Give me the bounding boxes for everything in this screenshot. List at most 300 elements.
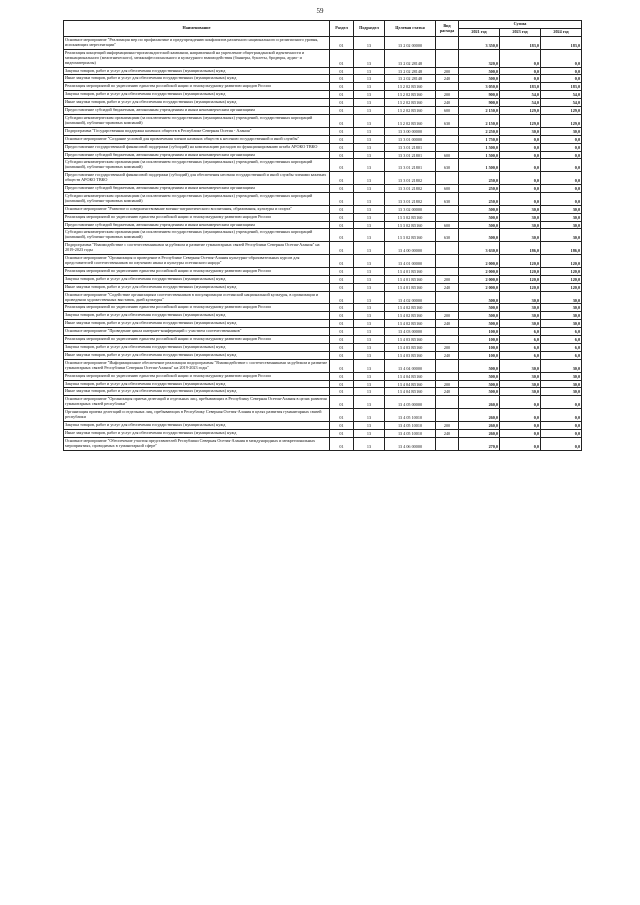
- row-subsection: 13: [354, 283, 385, 291]
- row-expense: 200: [436, 343, 459, 351]
- row-section: 01: [330, 380, 354, 388]
- row-name: Основное мероприятие "Организация и проведение в Республике Северная Осетия-Алания культурно-образовательных курсов для представителей соотечественников по изучению языка и культуры осетинского народа": [64, 255, 330, 268]
- row-sum-2023: 120,0: [500, 255, 541, 268]
- row-expense: 200: [436, 67, 459, 75]
- row-sum-2023: 0,0: [500, 143, 541, 151]
- row-subsection: 13: [354, 359, 385, 372]
- row-name: Основное мероприятие "Развитие и совершенствование военно-патриотического воспитания, образования, культуры и спорта": [64, 205, 330, 213]
- row-subsection: 13: [354, 421, 385, 429]
- row-sum-2021: 260,0: [459, 396, 500, 409]
- row-target: 13 3 02 00000: [385, 205, 436, 213]
- row-name: Закупка товаров, работ и услуг для обеспечения государственных (муниципальных) нужд: [64, 343, 330, 351]
- row-sum-2023: 0,0: [500, 172, 541, 185]
- row-section: 01: [330, 351, 354, 359]
- row-expense: [436, 49, 459, 67]
- row-subsection: 13: [354, 91, 385, 99]
- table-row: [64, 143, 582, 151]
- table-row: [64, 437, 582, 450]
- row-section: 01: [330, 359, 354, 372]
- row-sum-2024: 0,0: [541, 49, 582, 67]
- row-name: Иные закупки товаров, работ и услуг для обеспечения государственных (муниципальных) нужд: [64, 320, 330, 328]
- row-section: 01: [330, 185, 354, 193]
- row-sum-2024: 30,0: [541, 388, 582, 396]
- row-expense: [436, 372, 459, 380]
- table-row: [64, 304, 582, 312]
- table-row: [64, 99, 582, 107]
- row-expense: [436, 396, 459, 409]
- row-subsection: 13: [354, 304, 385, 312]
- table-row: [64, 283, 582, 291]
- row-name: Иные закупки товаров, работ и услуг для обеспечения государственных (муниципальных) нужд: [64, 351, 330, 359]
- row-name: Основное мероприятие "Создание условий для привлечения членов казачьих обществ к несению государственной и иной службы": [64, 135, 330, 143]
- row-sum-2021: 2 000,0: [459, 267, 500, 275]
- table-row: [64, 336, 582, 344]
- row-sum-2024: 30,0: [541, 304, 582, 312]
- row-sum-2021: 500,0: [459, 75, 500, 83]
- table-row: [64, 229, 582, 242]
- row-subsection: 13: [354, 328, 385, 336]
- row-expense: 240: [436, 320, 459, 328]
- table-row: [64, 114, 582, 127]
- row-sum-2023: 6,0: [500, 336, 541, 344]
- row-sum-2021: 250,0: [459, 172, 500, 185]
- row-name: Основное мероприятие "Организация приема делегаций и отдельных лиц, пребывающих в Республику Северная Осетия-Алания в целях развития гуманитарных связей республики": [64, 396, 330, 409]
- row-subsection: 13: [354, 99, 385, 107]
- row-sum-2023: 30,0: [500, 380, 541, 388]
- row-expense: 600: [436, 185, 459, 193]
- table-row: [64, 312, 582, 320]
- row-target: 13 3 01 00000: [385, 135, 436, 143]
- row-subsection: 13: [354, 229, 385, 242]
- row-sum-2024: 183,0: [541, 83, 582, 91]
- row-name: Предоставление субсидий бюджетным, автономным учреждениям и иным некоммерческим организациям: [64, 185, 330, 193]
- row-sum-2021: 250,0: [459, 185, 500, 193]
- row-subsection: 13: [354, 275, 385, 283]
- row-name: Предоставление государственной финансовой поддержки (субсидий) на компенсацию расходов по функционированию штаба АРОКО ТВКО: [64, 143, 330, 151]
- table-row: [64, 67, 582, 75]
- row-name: Реализация мероприятий по укреплению единства российской нации и этнокультурному развитию народов России: [64, 336, 330, 344]
- row-expense: [436, 37, 459, 50]
- table-row: [64, 135, 582, 143]
- row-name: Реализация концепций информационно-пропагандистской кампании, направленной на укрепление общегражданской идентичности и межнационального (межэтнического), межконфессионального и культурного взаимодействия (баннеры, буклеты, бродюры, аудио- и видеоматериалы): [64, 49, 330, 67]
- row-sum-2023: 30,0: [500, 304, 541, 312]
- row-sum-2024: 30,0: [541, 291, 582, 304]
- row-target: 13 3 02 R5160: [385, 213, 436, 221]
- row-sum-2024: 0,0: [541, 75, 582, 83]
- table-row: [64, 328, 582, 336]
- row-sum-2021: 3 350,0: [459, 37, 500, 50]
- row-subsection: 13: [354, 291, 385, 304]
- row-sum-2023: 30,0: [500, 388, 541, 396]
- row-name: Закупка товаров, работ и услуг для обеспечения государственных (муниципальных) нужд: [64, 380, 330, 388]
- row-subsection: 13: [354, 372, 385, 380]
- row-section: 01: [330, 75, 354, 83]
- row-subsection: 13: [354, 143, 385, 151]
- row-name: Основное мероприятие "Проведение цикла интернет-конференций с участием соотечественников": [64, 328, 330, 336]
- row-name: Основное мероприятие "Содействие организациям соотечественников в популяризации осетинской национальной культуры, в организации и проведении художественных выставок, дней культуры": [64, 291, 330, 304]
- row-section: 01: [330, 304, 354, 312]
- row-sum-2024: 30,0: [541, 372, 582, 380]
- row-sum-2024: 0,0: [541, 172, 582, 185]
- row-name: Субсидии некоммерческим организациям (за исключением государственных (муниципальных) учреждений, государственных корпораций (компаний), публично-правовых компаний): [64, 114, 330, 127]
- row-target: 13 4 02 00000: [385, 291, 436, 304]
- row-sum-2024: 0,0: [541, 192, 582, 205]
- row-sum-2023: 183,0: [500, 37, 541, 50]
- row-target: 13 2 02 R5160: [385, 107, 436, 115]
- row-sum-2021: 260,0: [459, 421, 500, 429]
- row-subsection: 13: [354, 49, 385, 67]
- row-sum-2024: 0,0: [541, 159, 582, 172]
- row-sum-2024: 6,0: [541, 343, 582, 351]
- table-row: [64, 372, 582, 380]
- row-sum-2024: 30,0: [541, 205, 582, 213]
- table-row: [64, 127, 582, 135]
- row-expense: [436, 127, 459, 135]
- row-section: 01: [330, 143, 354, 151]
- row-sum-2024: 120,0: [541, 255, 582, 268]
- row-section: 01: [330, 291, 354, 304]
- table-row: [64, 242, 582, 255]
- table-row: [64, 351, 582, 359]
- row-section: 01: [330, 396, 354, 409]
- row-section: 01: [330, 127, 354, 135]
- row-name: Иные закупки товаров, работ и услуг для обеспечения государственных (муниципальных) нужд: [64, 429, 330, 437]
- row-sum-2021: 3 050,0: [459, 83, 500, 91]
- row-sum-2021: 1 750,0: [459, 135, 500, 143]
- row-sum-2021: 900,0: [459, 91, 500, 99]
- row-sum-2024: 6,0: [541, 328, 582, 336]
- row-section: 01: [330, 242, 354, 255]
- row-sum-2021: 2 000,0: [459, 275, 500, 283]
- row-target: 13 4 05 10010: [385, 429, 436, 437]
- row-name: Предоставление субсидий бюджетным, автономным учреждениям и иным некоммерческим организациям: [64, 151, 330, 159]
- table-row: [64, 255, 582, 268]
- row-target: 13 3 01 21801: [385, 151, 436, 159]
- row-sum-2023: 0,0: [500, 159, 541, 172]
- row-section: 01: [330, 49, 354, 67]
- row-section: 01: [330, 421, 354, 429]
- row-sum-2023: 186,0: [500, 242, 541, 255]
- row-subsection: 13: [354, 192, 385, 205]
- row-section: 01: [330, 114, 354, 127]
- row-sum-2021: 500,0: [459, 359, 500, 372]
- row-sum-2021: 260,0: [459, 429, 500, 437]
- row-expense: [436, 255, 459, 268]
- row-section: 01: [330, 67, 354, 75]
- row-sum-2024: 0,0: [541, 135, 582, 143]
- row-name: Подпрограмма "Государственная поддержка казачьих обществ в Республике Северная Осетия - Алания": [64, 127, 330, 135]
- table-row: [64, 49, 582, 67]
- row-sum-2024: 120,0: [541, 267, 582, 275]
- row-section: 01: [330, 159, 354, 172]
- row-target: 13 4 03 R5160: [385, 351, 436, 359]
- row-sum-2023: 0,0: [500, 192, 541, 205]
- budget-table: [63, 20, 582, 451]
- row-sum-2023: 30,0: [500, 372, 541, 380]
- row-subsection: 13: [354, 221, 385, 229]
- row-sum-2024: 30,0: [541, 312, 582, 320]
- row-sum-2024: 30,0: [541, 213, 582, 221]
- table-row: [64, 275, 582, 283]
- row-target: 13 3 01 21802: [385, 192, 436, 205]
- row-subsection: 13: [354, 127, 385, 135]
- header-name: Наименование: [64, 21, 330, 37]
- row-expense: 240: [436, 283, 459, 291]
- row-sum-2023: 54,0: [500, 99, 541, 107]
- row-target: 13 2 02 28148: [385, 67, 436, 75]
- row-sum-2024: 54,0: [541, 91, 582, 99]
- row-sum-2023: 30,0: [500, 221, 541, 229]
- row-sum-2024: 0,0: [541, 143, 582, 151]
- row-target: 13 4 05 10010: [385, 409, 436, 422]
- table-body: [64, 37, 582, 451]
- row-expense: [436, 291, 459, 304]
- row-expense: 200: [436, 275, 459, 283]
- row-target: 13 4 01 00000: [385, 255, 436, 268]
- row-section: 01: [330, 37, 354, 50]
- row-subsection: 13: [354, 83, 385, 91]
- row-expense: [436, 213, 459, 221]
- row-sum-2023: 6,0: [500, 343, 541, 351]
- row-name: Предоставление субсидий бюджетным, автономным учреждениям и иным некоммерческим организациям: [64, 107, 330, 115]
- row-name: Иные закупки товаров, работ и услуг для обеспечения государственных (муниципальных) нужд: [64, 388, 330, 396]
- row-section: 01: [330, 429, 354, 437]
- row-expense: [436, 143, 459, 151]
- row-name: Реализация мероприятий по укреплению единства российской нации и этнокультурному развитию народов России: [64, 267, 330, 275]
- row-sum-2023: 0,0: [500, 49, 541, 67]
- row-target: 13 4 02 R5160: [385, 312, 436, 320]
- row-section: 01: [330, 192, 354, 205]
- row-subsection: 13: [354, 159, 385, 172]
- row-name: Основное мероприятие "Реализация мер по профилактике и предупреждению конфликтов различного национального и религиозного уровня, испоняющих мересентации": [64, 37, 330, 50]
- row-name: Организация приема делегаций и отдельных лиц, пребывающих в Республику Северная Осетия-Алания в целях развития гуманитарных связей республики: [64, 409, 330, 422]
- row-target: 13 2 02 R5160: [385, 114, 436, 127]
- row-sum-2024: 0,0: [541, 409, 582, 422]
- row-section: 01: [330, 267, 354, 275]
- row-sum-2021: 500,0: [459, 67, 500, 75]
- row-expense: 630: [436, 229, 459, 242]
- table-row: [64, 75, 582, 83]
- row-sum-2023: 0,0: [500, 135, 541, 143]
- row-name: Субсидии некоммерческим организациям (за исключением государственных (муниципальных) учреждений, государственных корпораций (компаний), публично-правовых компаний): [64, 159, 330, 172]
- row-name: Субсидии некоммерческим организациям (за исключением государственных (муниципальных) учреждений, государственных корпораций (компаний), публично-правовых компаний): [64, 229, 330, 242]
- row-target: 13 3 01 21801: [385, 143, 436, 151]
- row-target: 13 3 02 R5160: [385, 229, 436, 242]
- row-name: Закупка товаров, работ и услуг для обеспечения государственных (муниципальных) нужд: [64, 91, 330, 99]
- row-sum-2021: 270,0: [459, 437, 500, 450]
- table-row: [64, 172, 582, 185]
- row-target: 13 2 02 00000: [385, 37, 436, 50]
- row-expense: [436, 135, 459, 143]
- row-sum-2021: 500,0: [459, 304, 500, 312]
- row-subsection: 13: [354, 320, 385, 328]
- row-subsection: 13: [354, 336, 385, 344]
- row-section: 01: [330, 135, 354, 143]
- row-expense: 240: [436, 429, 459, 437]
- table-row: [64, 396, 582, 409]
- row-sum-2023: 0,0: [500, 421, 541, 429]
- row-section: 01: [330, 213, 354, 221]
- table-row: [64, 320, 582, 328]
- row-section: 01: [330, 343, 354, 351]
- row-sum-2023: 0,0: [500, 151, 541, 159]
- row-sum-2024: 30,0: [541, 229, 582, 242]
- header-target: Целевая статья: [385, 21, 436, 37]
- row-subsection: 13: [354, 380, 385, 388]
- row-sum-2024: 30,0: [541, 221, 582, 229]
- row-expense: [436, 242, 459, 255]
- row-sum-2021: 1 500,0: [459, 143, 500, 151]
- row-name: Реализация мероприятий по укреплению единства российской нации и этнокультурному развитию народов России: [64, 304, 330, 312]
- row-target: 13 2 02 R5160: [385, 91, 436, 99]
- row-target: 13 4 03 R5160: [385, 343, 436, 351]
- row-section: 01: [330, 229, 354, 242]
- row-sum-2021: 250,0: [459, 192, 500, 205]
- row-sum-2024: 129,0: [541, 114, 582, 127]
- row-expense: [436, 172, 459, 185]
- row-name: Предоставление субсидий бюджетным, автономным учреждениям и иным некоммерческим организациям: [64, 221, 330, 229]
- row-target: 13 4 03 00000: [385, 328, 436, 336]
- row-sum-2024: 0,0: [541, 185, 582, 193]
- row-subsection: 13: [354, 37, 385, 50]
- row-target: 13 4 04 R5160: [385, 388, 436, 396]
- row-sum-2024: 129,0: [541, 107, 582, 115]
- row-sum-2024: 183,0: [541, 37, 582, 50]
- row-sum-2023: 54,0: [500, 91, 541, 99]
- row-sum-2021: 1 500,0: [459, 159, 500, 172]
- row-section: 01: [330, 205, 354, 213]
- row-name: Реализация мероприятий по укреплению единства российской нации и этнокультурному развитию народов России: [64, 213, 330, 221]
- row-expense: [436, 267, 459, 275]
- row-sum-2023: 0,0: [500, 75, 541, 83]
- table-row: [64, 291, 582, 304]
- row-section: 01: [330, 283, 354, 291]
- table-row: [64, 359, 582, 372]
- row-sum-2023: 0,0: [500, 409, 541, 422]
- page-number: 59: [316, 7, 324, 15]
- row-sum-2023: 0,0: [500, 67, 541, 75]
- row-expense: [436, 437, 459, 450]
- row-subsection: 13: [354, 151, 385, 159]
- row-sum-2024: 30,0: [541, 320, 582, 328]
- row-sum-2021: 500,0: [459, 213, 500, 221]
- row-section: 01: [330, 107, 354, 115]
- row-target: 13 3 01 21802: [385, 172, 436, 185]
- row-sum-2023: 6,0: [500, 328, 541, 336]
- row-section: 01: [330, 437, 354, 450]
- row-expense: 200: [436, 380, 459, 388]
- row-sum-2024: 0,0: [541, 396, 582, 409]
- row-target: 13 3 02 R5160: [385, 221, 436, 229]
- row-sum-2021: 2 250,0: [459, 127, 500, 135]
- row-sum-2024: 0,0: [541, 67, 582, 75]
- row-sum-2021: 500,0: [459, 205, 500, 213]
- row-subsection: 13: [354, 107, 385, 115]
- row-expense: [436, 304, 459, 312]
- row-name: Закупка товаров, работ и услуг для обеспечения государственных (муниципальных) нужд: [64, 312, 330, 320]
- table-row: [64, 205, 582, 213]
- row-section: 01: [330, 83, 354, 91]
- row-subsection: 13: [354, 396, 385, 409]
- table-row: [64, 151, 582, 159]
- row-subsection: 13: [354, 75, 385, 83]
- row-sum-2023: 6,0: [500, 351, 541, 359]
- table-row: [64, 343, 582, 351]
- row-sum-2023: 30,0: [500, 205, 541, 213]
- row-name: Предоставление государственной финансовой поддержки (субсидий) для обеспечения несения государственной и иной службы членами казачьих обществ АРОКО ТВКО: [64, 172, 330, 185]
- row-sum-2021: 2 000,0: [459, 283, 500, 291]
- row-sum-2023: 183,0: [500, 83, 541, 91]
- row-sum-2023: 120,0: [500, 267, 541, 275]
- row-name: Реализация мероприятий по укреплению единства российской нации и этнокультурному развитию народов России: [64, 372, 330, 380]
- row-name: Подпрограмма "Взаимодействие с соотечественниками за рубежом и развитие гуманитарных связей Республики Северная Осетия-Алания" на 2019-2023 годы: [64, 242, 330, 255]
- header-2021: 2021 год: [459, 29, 500, 37]
- row-sum-2023: 129,0: [500, 107, 541, 115]
- row-sum-2021: 2 150,0: [459, 107, 500, 115]
- row-sum-2024: 6,0: [541, 336, 582, 344]
- row-sum-2021: 2 000,0: [459, 255, 500, 268]
- row-name: Закупка товаров, работ и услуг для обеспечения государственных (муниципальных) нужд: [64, 275, 330, 283]
- row-subsection: 13: [354, 429, 385, 437]
- row-target: 13 3 01 21801: [385, 159, 436, 172]
- row-target: 13 4 02 R5160: [385, 320, 436, 328]
- row-expense: [436, 359, 459, 372]
- row-target: 13 2 02 28148: [385, 75, 436, 83]
- row-expense: 240: [436, 388, 459, 396]
- table-row: [64, 429, 582, 437]
- row-target: 13 3 01 21802: [385, 185, 436, 193]
- row-expense: 600: [436, 107, 459, 115]
- row-expense: 240: [436, 75, 459, 83]
- row-target: 13 4 01 R5160: [385, 275, 436, 283]
- row-target: 13 4 04 R5160: [385, 372, 436, 380]
- row-sum-2021: 500,0: [459, 372, 500, 380]
- row-target: 13 2 02 R5160: [385, 83, 436, 91]
- row-name: Субсидии некоммерческим организациям (за исключением государственных (муниципальных) учреждений, государственных корпораций (компаний), публично-правовых компаний): [64, 192, 330, 205]
- row-target: 13 4 03 R5160: [385, 336, 436, 344]
- row-expense: [436, 205, 459, 213]
- row-expense: 240: [436, 99, 459, 107]
- row-sum-2024: 30,0: [541, 127, 582, 135]
- row-expense: 240: [436, 351, 459, 359]
- row-sum-2021: 100,0: [459, 328, 500, 336]
- row-expense: [436, 336, 459, 344]
- row-sum-2024: 30,0: [541, 359, 582, 372]
- row-subsection: 13: [354, 267, 385, 275]
- table-header: [64, 21, 582, 37]
- row-section: 01: [330, 328, 354, 336]
- row-name: Основное мероприятие "Информационное обеспечение реализации подпрограммы "Взаимодействие с соотечественниками за рубежом и развитие гуманитарных связей Республики Северная Осетия-Алания" на 2019-2023 годы": [64, 359, 330, 372]
- row-expense: 600: [436, 221, 459, 229]
- row-expense: 200: [436, 312, 459, 320]
- header-2024: 2024 год: [541, 29, 582, 37]
- row-sum-2024: 6,0: [541, 351, 582, 359]
- row-subsection: 13: [354, 185, 385, 193]
- row-section: 01: [330, 388, 354, 396]
- table-row: [64, 380, 582, 388]
- row-sum-2024: 120,0: [541, 283, 582, 291]
- table-row: [64, 221, 582, 229]
- row-target: 13 4 06 00000: [385, 437, 436, 450]
- row-sum-2021: 500,0: [459, 380, 500, 388]
- row-sum-2023: 0,0: [500, 185, 541, 193]
- table-row: [64, 107, 582, 115]
- row-name: Иные закупки товаров, работ и услуг для обеспечения государственных (муниципальных) нужд: [64, 283, 330, 291]
- row-sum-2023: 30,0: [500, 312, 541, 320]
- row-subsection: 13: [354, 67, 385, 75]
- row-sum-2021: 500,0: [459, 291, 500, 304]
- row-section: 01: [330, 409, 354, 422]
